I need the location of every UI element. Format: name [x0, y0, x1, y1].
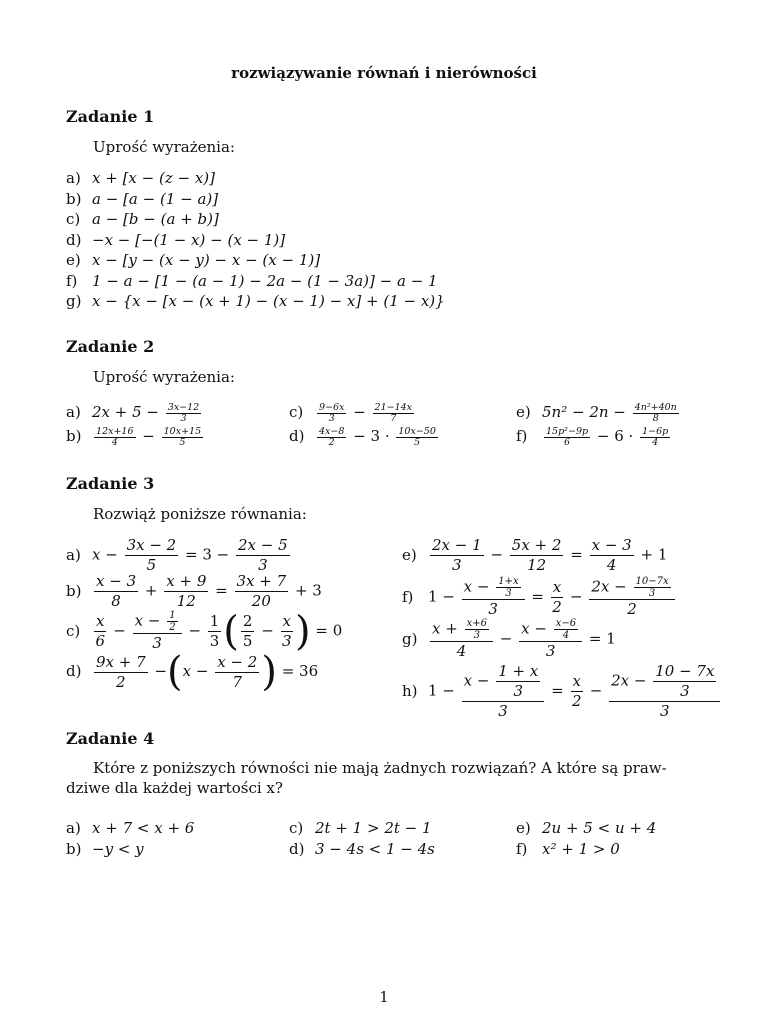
- fraction: $\frac{2x - 1}{3}$: [432, 536, 482, 574]
- task-1-list: [66, 168, 445, 312]
- fraction: $\frac{10 - 7x}{3}$: [655, 662, 715, 700]
- fraction: $\frac{1-6p}{4}$: [642, 425, 669, 448]
- fraction: $\frac{x}{3}$: [282, 612, 292, 650]
- fraction: $\frac{2x - 5}{3}$: [238, 536, 288, 574]
- fraction: $\frac{3x - 2}{5}$: [126, 536, 177, 574]
- fraction: $\frac{1 + x}{3}$: [498, 662, 539, 700]
- list-item: e) x − [y − (x − y) − x − (x − 1)]: [66, 251, 321, 269]
- list-item: c) a − [b − (a + b)]: [66, 210, 219, 228]
- task-2-item-e: e) 5n² − 2n − $\frac{\text{4n²+40n}}{8}$: [516, 401, 677, 424]
- fraction: x − $\frac{1}{2}$ 3: [133, 610, 182, 653]
- list-item: c) 2t + 1 > 2t − 1: [289, 819, 432, 837]
- fraction: $\frac{x+6}{3}$: [466, 618, 487, 641]
- task-3-item-g: g) x + $\frac{x+6}{3}$ 4 − x − $\frac{x-6}{4}$ 3 = 1: [402, 618, 616, 660]
- fraction: $\frac{x + 9}{12}$: [166, 572, 207, 610]
- task-3-instruction: Rozwiąż poniższe równania:: [93, 505, 307, 523]
- list-item: e) 2u + 5 < u + 4: [516, 819, 657, 837]
- fraction: $\frac{1}{3}$: [209, 612, 220, 650]
- fraction: $\frac{21-14x}{7}$: [374, 401, 413, 424]
- task-2-item-d: d) $\frac{4x-8}{2}$ − 3 · $\frac{10x-50}{5}$: [289, 425, 436, 448]
- list-item: a) x + [x − (z − x)]: [66, 169, 216, 187]
- fraction: $\frac{12x+16}{4}$: [96, 425, 134, 448]
- fraction: $\frac{x}{2}$: [552, 578, 562, 616]
- fraction: $\frac{4x-8}{2}$: [319, 425, 345, 448]
- list-item: b) a − [a − (1 − a)]: [66, 189, 219, 208]
- fraction: $\frac{\text{4n²+40n}}{8}$: [634, 401, 677, 424]
- task-4-question-line-2: dziwe dla każdej wartości x?: [66, 779, 283, 797]
- list-item: d) 3 − 4s < 1 − 4s: [289, 840, 435, 858]
- page-number: 1: [379, 988, 389, 1006]
- task-2-item-c: c) $\frac{9-6x}{3}$ − $\frac{21-14x}{7}$: [289, 401, 413, 424]
- task-2-heading: Zadanie 2: [66, 337, 155, 356]
- task-3-item-e: e) $\frac{2x - 1}{3}$ − $\frac{5x + 2}{12}$ = $\frac{x - 3}{4}$ + 1: [402, 536, 668, 574]
- task-4-question-line-1: Które z poniższych równości nie mają żadnych rozwiązań? A które są praw-: [93, 759, 667, 777]
- task-1-instruction: Uprość wyrażenia:: [93, 138, 235, 156]
- task-2-item-a: a) 2x + 5 − $\frac{3x-12}{3}$: [66, 401, 200, 424]
- fraction: $\frac{3x + 7}{20}$: [236, 572, 287, 610]
- fraction: $\frac{9-6x}{3}$: [319, 401, 345, 424]
- task-2-instruction: Uprość wyrażenia:: [93, 368, 235, 386]
- task-2-item-f: f) $\frac{\text{15p²−9p}}{6}$ − 6 · $\frac{1-6p}{4}$: [516, 425, 669, 448]
- fraction: $\frac{10x-50}{5}$: [398, 425, 436, 448]
- fraction: x − $\frac{x-6}{4}$ 3: [519, 618, 582, 661]
- list-item: f) x² + 1 > 0: [516, 840, 620, 858]
- fraction: $\frac{9x + 7}{2}$: [96, 652, 146, 691]
- fraction: $\frac{x - 3}{8}$: [96, 572, 137, 610]
- fraction: $\frac{x - 2}{7}$: [217, 652, 258, 691]
- fraction: $\frac{10x+15}{5}$: [163, 425, 202, 448]
- fraction: 2x − $\frac{10-7x}{3}$ 2: [589, 576, 674, 619]
- fraction: $\frac{1}{2}$: [169, 610, 176, 633]
- task-3-item-f: f) 1 − x − $\frac{1+x}{3}$ 3 = $\frac{x}{2}$ − 2x − $\frac{10-7x}{3}$ 2: [402, 576, 677, 619]
- list-item: b) −y < y: [66, 840, 144, 858]
- list-item: d) −x − [−(1 − x) − (x − 1)]: [66, 230, 286, 249]
- task-3-item-c: c) $\frac{x}{6}$ − x − $\frac{1}{2}$ 3 − $\frac{1}{3}$ ( $\frac{2}{5}$ − $\frac{x}{3}$ ) = 0: [66, 608, 343, 655]
- task-3-item-b: b) $\frac{x - 3}{8}$ + $\frac{x + 9}{12}$ = $\frac{3x + 7}{20}$ + 3: [66, 572, 322, 610]
- fraction: $\frac{x}{6}$: [95, 612, 105, 650]
- fraction: x + $\frac{x+6}{3}$ 4: [430, 618, 493, 661]
- fraction: $\frac{x-6}{4}$: [555, 618, 577, 641]
- fraction: x − $\frac{1+x}{3}$ 3: [462, 576, 525, 619]
- fraction: $\frac{x}{2}$: [571, 672, 582, 710]
- fraction: $\frac{10-7x}{3}$: [635, 576, 669, 599]
- list-item: a) x + 7 < x + 6: [66, 819, 195, 837]
- fraction: $\frac{5x + 2}{12}$: [511, 536, 562, 574]
- fraction: x − $\frac{1 + x}{3}$ 3: [462, 662, 545, 721]
- fraction: 2x − $\frac{10 - 7x}{3}$ 3: [609, 662, 720, 721]
- task-3-item-a: a) x − $\frac{3x - 2}{5}$ = 3 − $\frac{2x - 5}{3}$: [66, 536, 288, 574]
- task-3-item-d: d) $\frac{9x + 7}{2}$ −(x − $\frac{x - 2}{7}$ ) = 36: [66, 649, 319, 695]
- fraction: $\frac{2}{5}$: [242, 612, 253, 650]
- fraction: $\frac{3x-12}{3}$: [167, 401, 200, 424]
- list-item: f) 1 − a − [1 − (a − 1) − 2a − (1 − 3a)] − a − 1: [66, 271, 438, 290]
- task-2-item-b: b) $\frac{12x+16}{4}$ − $\frac{10x+15}{5}$: [66, 425, 202, 448]
- fraction: $\frac{\text{15p²−9p}}{6}$: [546, 425, 589, 448]
- task-1-heading: Zadanie 1: [66, 107, 155, 126]
- list-item: g) x − {x − [x − (x + 1) − (x − 1) − x] + (1 − x)}: [66, 292, 445, 310]
- fraction: $\frac{1+x}{3}$: [498, 576, 519, 599]
- page-title: rozwiązywanie równań i nierówności: [231, 64, 537, 82]
- task-3-heading: Zadanie 3: [66, 474, 155, 493]
- task-4-heading: Zadanie 4: [66, 729, 155, 748]
- task-3-item-h: h) 1 − x − $\frac{1 + x}{3}$ 3 = $\frac{x}{2}$ − 2x − $\frac{10 - 7x}{3}$ 3: [402, 662, 722, 721]
- fraction: $\frac{x - 3}{4}$: [591, 536, 632, 574]
